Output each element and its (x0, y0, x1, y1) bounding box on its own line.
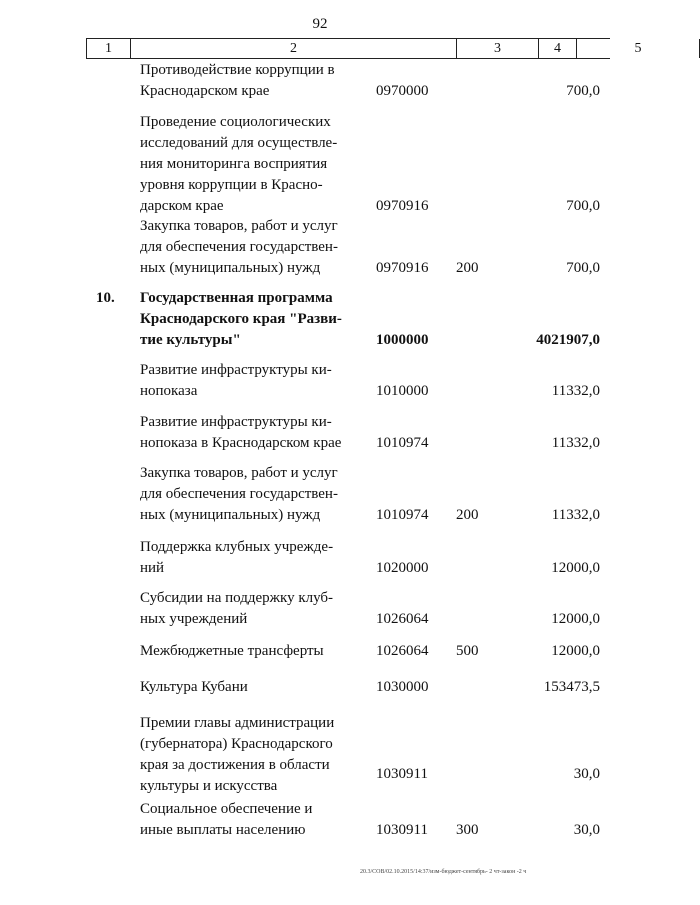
table-header (86, 38, 642, 59)
row-name: Противодействие коррупции в Краснодарском крае (140, 62, 335, 99)
row-name: Межбюджетные трансферты (140, 643, 324, 659)
row-amount: 11332,0 (551, 507, 600, 523)
row-type: 200 (456, 507, 479, 523)
row-name: Развитие инфраструктуры ки- нопоказа в Краснодарском крае (140, 414, 342, 451)
row-amount: 11332,0 (551, 435, 600, 451)
row-type: 300 (456, 822, 479, 838)
header-col-4: 4 (538, 39, 576, 58)
header-col-1: 1 (86, 39, 130, 58)
row-code: 0970000 (376, 83, 429, 99)
row-amount: 11332,0 (551, 383, 600, 399)
row-name: Развитие инфраструктуры ки- нопоказа (140, 362, 332, 399)
row-amount: 700,0 (566, 260, 600, 276)
row-name: Социальное обеспечение и иные выплаты населению (140, 801, 313, 838)
row-name: Премии главы администрации (губернатора) Краснодарского края за достижения в области культуры и искусства (140, 715, 335, 794)
header-col-3: 3 (456, 39, 538, 58)
row-type: 500 (456, 643, 479, 659)
header-col-5: 5 (576, 39, 700, 58)
row-amount: 153473,5 (543, 679, 600, 695)
row-name: Поддержка клубных учрежде- ний (140, 539, 334, 576)
row-code: 1026064 (376, 611, 429, 627)
row-number: 10. (96, 290, 115, 306)
row-code: 1030911 (376, 822, 428, 838)
header-col-2: 2 (130, 39, 456, 58)
row-code: 1026064 (376, 643, 429, 659)
row-amount: 4021907,0 (536, 332, 600, 348)
page-number: 92 (312, 16, 328, 32)
row-amount: 30,0 (573, 766, 600, 782)
row-code: 1030911 (376, 766, 428, 782)
row-name: Государственная программа Краснодарского края "Разви- тие культуры" (140, 290, 342, 348)
row-amount: 700,0 (566, 83, 600, 99)
row-name: Культура Кубани (140, 679, 248, 695)
row-code: 1030000 (376, 679, 429, 695)
row-name: Закупка товаров, работ и услуг для обеспечения государствен- ных (муниципальных) нужд (140, 218, 338, 276)
row-code: 0970916 (376, 198, 429, 214)
row-code: 1010974 (376, 507, 429, 523)
row-amount: 12000,0 (551, 560, 600, 576)
row-type: 200 (456, 260, 479, 276)
row-code: 1010974 (376, 435, 429, 451)
row-code: 1020000 (376, 560, 429, 576)
row-code: 1000000 (376, 332, 429, 348)
row-code: 1010000 (376, 383, 429, 399)
row-amount: 30,0 (573, 822, 600, 838)
row-name: Субсидии на поддержку клуб- ных учреждений (140, 590, 334, 627)
row-code: 0970916 (376, 260, 429, 276)
row-amount: 12000,0 (551, 611, 600, 627)
row-name: Закупка товаров, работ и услуг для обеспечения государствен- ных (муниципальных) нужд (140, 465, 338, 523)
row-amount: 700,0 (566, 198, 600, 214)
row-name: Проведение социологических исследований для осуществле- ния мониторинга восприятия уровня коррупции в Красно- дарском крае (140, 114, 338, 214)
row-amount: 12000,0 (551, 643, 600, 659)
document-footer: 20.3/СОВ/02.10.2015/14:37/изм-бюджет-сентябрь- 2 чт-закон -2 ч (360, 869, 527, 875)
